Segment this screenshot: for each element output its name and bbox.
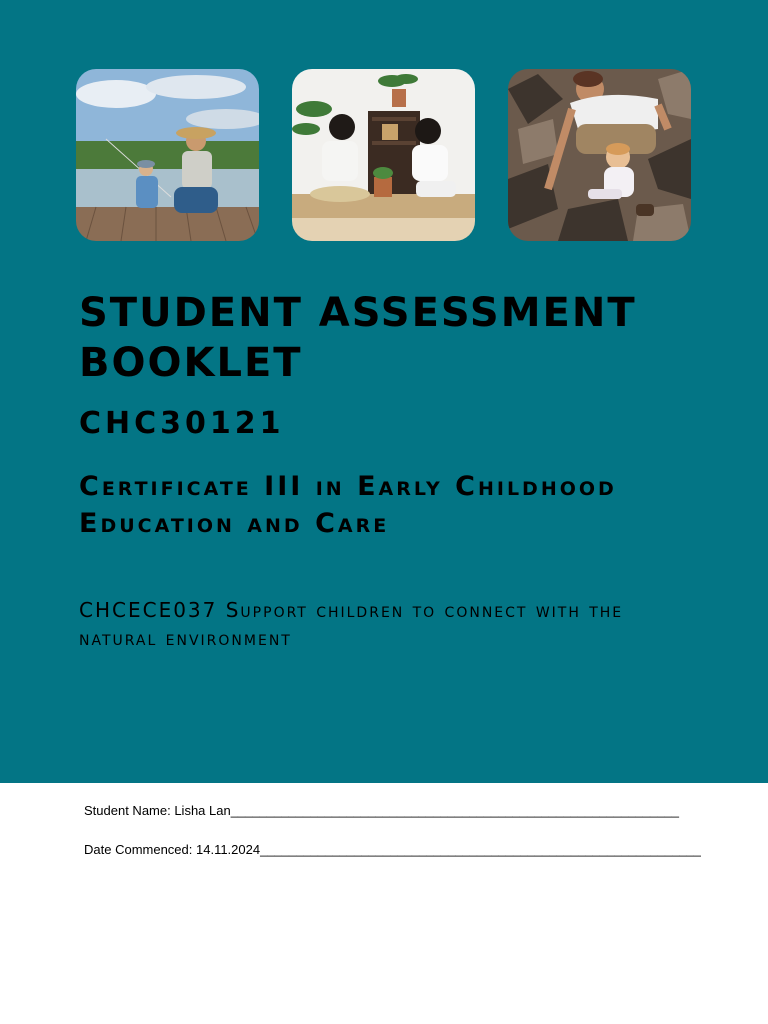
father-toddler-rocks-photo	[508, 69, 691, 241]
mother-child-fishing-photo	[76, 69, 259, 241]
qualification-title: Certificate III in Early Childhood Education and Care	[79, 471, 617, 539]
date-commenced-field[interactable]: Date Commenced: 14.11.2024_____________________________________________________________	[84, 842, 701, 857]
unit-title: CHCECE037 Support children to connect with the natural environment	[79, 598, 624, 650]
booklet-title: STUDENT ASSESSMENT BOOKLET	[79, 290, 637, 386]
children-potting-plants-photo	[292, 69, 475, 241]
student-name-field[interactable]: Student Name: Lisha Lan______________________________________________________________	[84, 803, 679, 818]
course-code: CHC30121	[79, 406, 285, 441]
